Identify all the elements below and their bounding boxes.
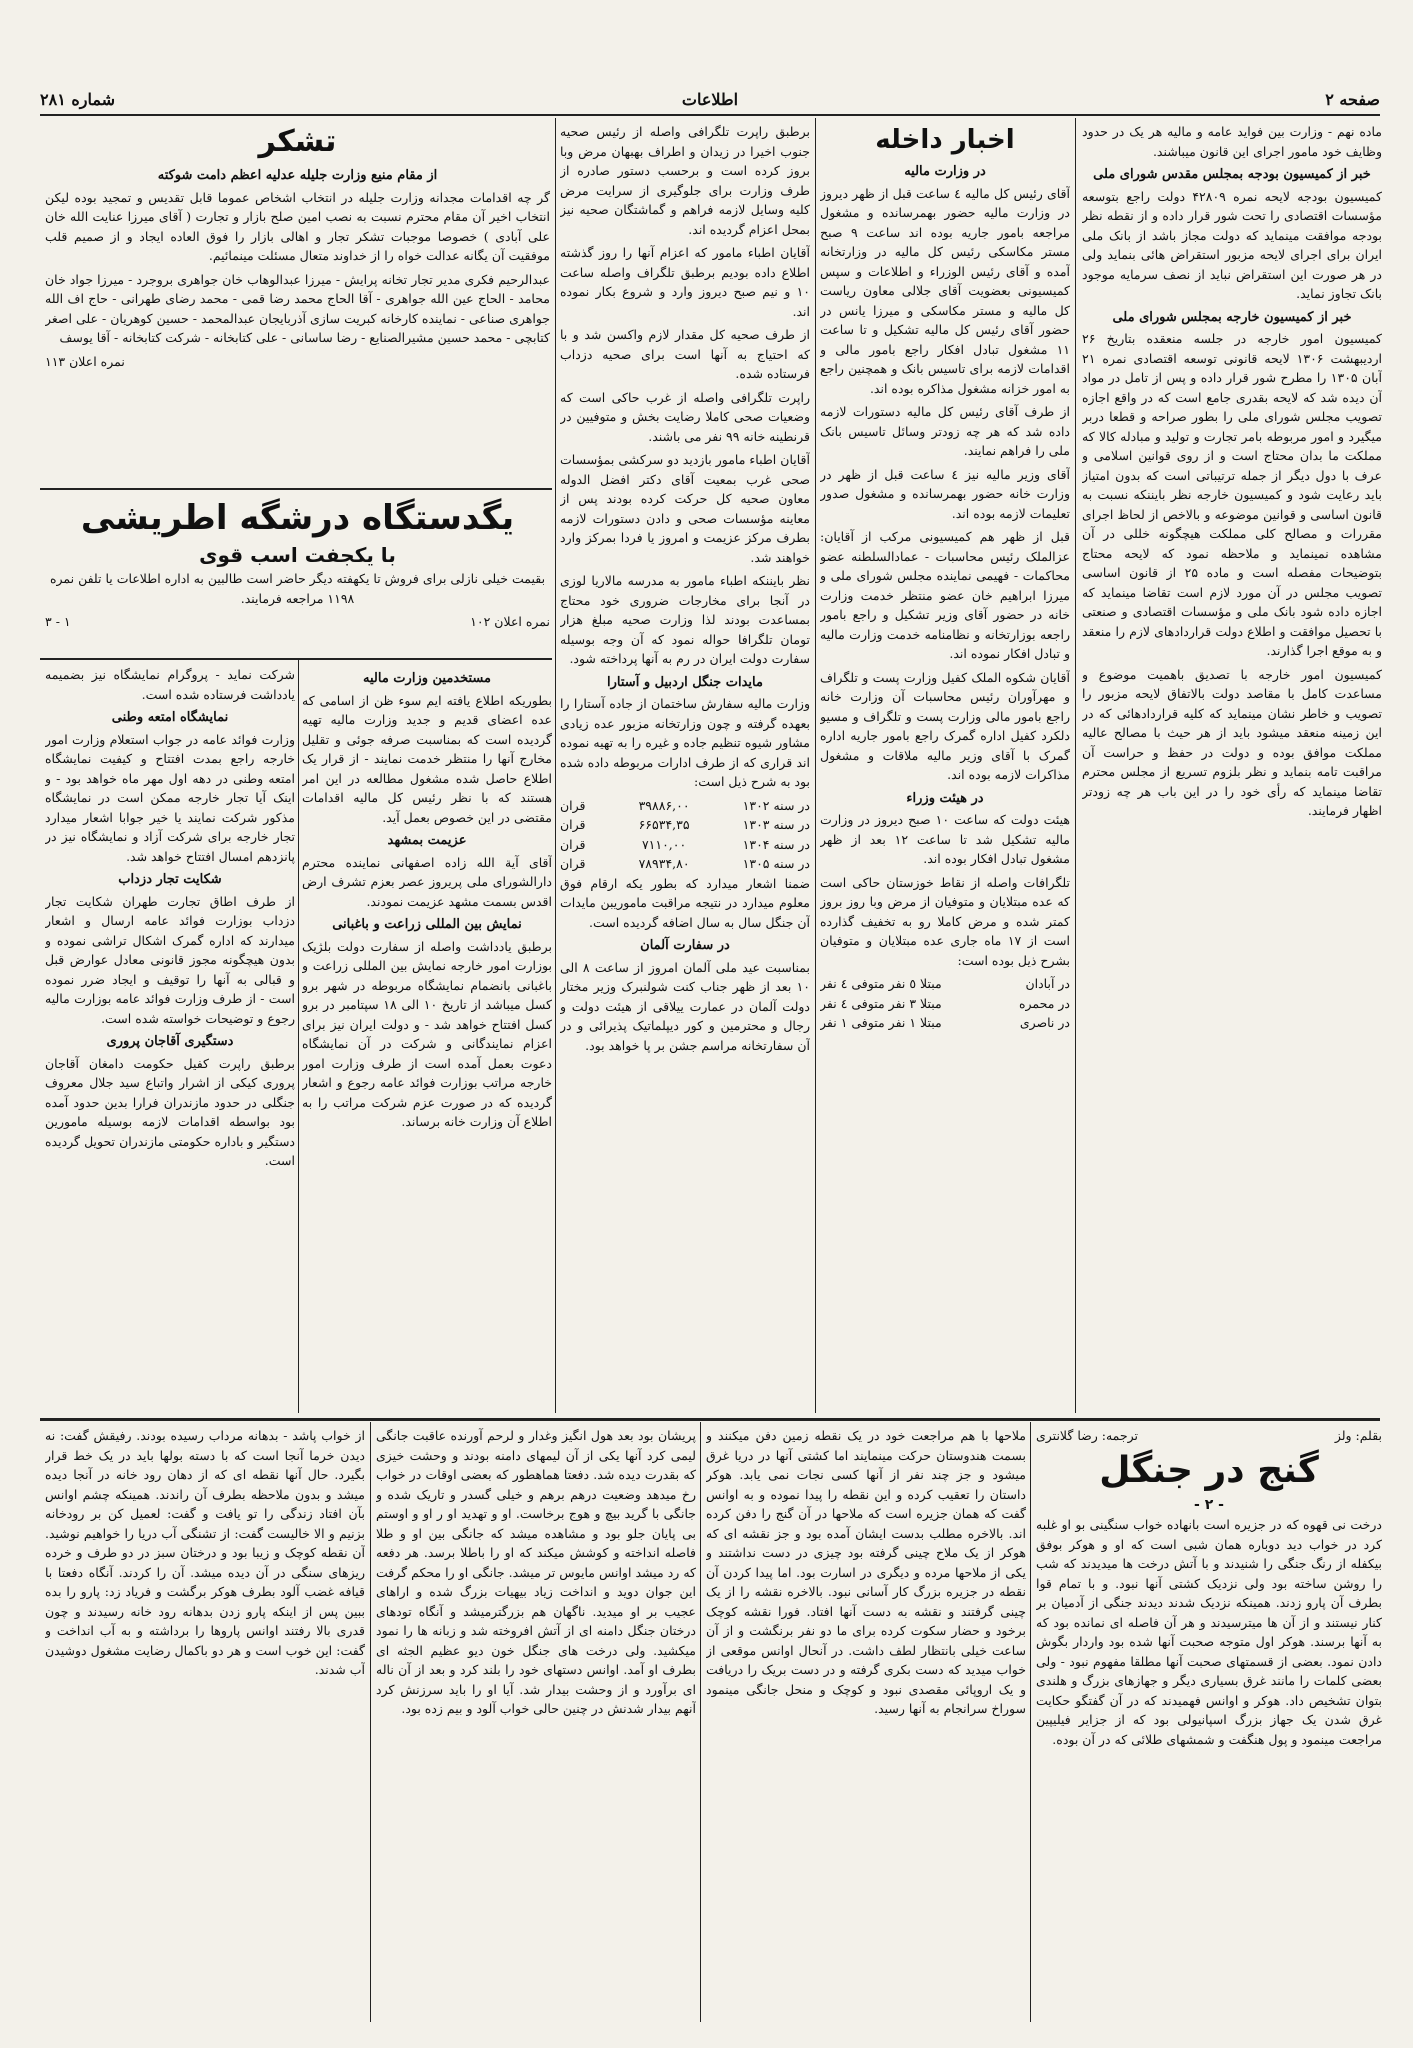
article-paragraph: برطبق راپرت کفیل حکومت دامغان آقاجان پروری کیکی از اشرار واتباع سید جلال معروف جنگلی در حدود مازندران فرارا بدین حدود آمده بود بواسطه اقدامات لازمه بوسیله مامورین دستگیر و باداره حکومتی مازندران تحویل گردیده است. bbox=[45, 1055, 295, 1168]
notice-body: گر چه اقدامات مجدانه وزارت جلیله در انتخاب اشخاص عموما قابل تقدیس و تمجید بوده لیکن انتخاب اخیر آن مقام محترم نسبت به نصب امین صلح بازار و تجارت ( آقای میرزا عنایت الله خان علی آبادی ) خصوصا موجبات تشکر تجار و اهالی بازار را فوق العاده ایجاد و از صمیم قلب موفقیت آن یگانه عدالت خواه را از خداوند متعال مسئلت مینمائیم. bbox=[45, 189, 550, 263]
page-number: صفحه ۲ bbox=[1325, 90, 1380, 109]
column-finance-staff bbox=[302, 665, 552, 1410]
notice-number: نمره اعلان ۱۱۳ bbox=[45, 353, 125, 369]
article-paragraph: از طرف اطاق تجارت طهران شکایت تجار دزداب بوزارت فوائد عامه ارسال و اشعار میدارند که اداره گمرک اشکال تراشی نموده و بدون هیچگونه مجوز قانونی معادل عوارض قبل و قبالی به آنها را توقیف و ایجاد ضرر نموده است - از طرف وزارت فوائد عامه بوزارت مالیه رجوع و توضیحات خواسته شده است. bbox=[45, 893, 295, 1026]
article-paragraph: راپرت تلگرافی واصله از غرب حاکی است که وضعیات صحی کاملا رضایت بخش و متوفیین در قرنطینه خانه ۹۹ نفر می باشند. bbox=[560, 389, 810, 444]
article-paragraph: آقای رئیس کل مالیه ٤ ساعت قبل از ظهر دیروز در وزارت مالیه حضور بهمرسانده و مشغول مراجعه بامور جاریه بوده اند ساعت ۹ صبح مستر مکاسکی رئیس کل مالیه در وزارتخانه آمده و آقای رئیس الوزراء و اطلاعات و سپس کمیسیونی بعضویت آقای جلالی معاون ریاست کل مالیه و مستر مکاسکی و میرزا یانس در حضور آقای رئیس کل مالیه تشکیل و تا ساعت ۱۱ مشغول تبادل افکار راجع بامور مالی و اقدامات لازمه برای تاسیس بانک و همچنین راجع به امور خزانه مشغول مذاکره بوده اند. bbox=[820, 185, 1070, 396]
ad-bottom-rule bbox=[40, 658, 552, 660]
article-paragraph: نظر بایننکه اطباء مامور به مدرسه مالاریا لوزی در آنجا برای مخارجات ضروری خود محتاج بمساعدت بودند لذا وزارت صحیه مبلغ هزار تومان تلگرافا حواله نمود که آن وجه بوسیله سفارت دولت ایران در رم به آنها پرداخته شود. bbox=[560, 573, 810, 666]
article-heading: شکایت تجار دزداب bbox=[118, 872, 222, 887]
article-heading: در وزارت مالیه bbox=[904, 164, 986, 179]
story-author: بقلم: ولز bbox=[1334, 1428, 1382, 1443]
article-heading: مایدات جنگل اردبیل و آستارا bbox=[607, 674, 763, 690]
article-paragraph: آقای وزیر مالیه نیز ٤ ساعت قبل از ظهر در وزارت خانه حضور بهمرسانده و مشغول صدور تعلیمات لازمه بوده اند. bbox=[820, 466, 1070, 521]
story-text: پریشان بود بعد هول انگیز وغدار و لرحم آورنده عاقبت جانگی لیمی کرد آنها یکی از آن لیمهای دامنه بودند و وحشت خیزی که بقدرت دیده شد. دفعتا هماهطور که بعضی اوقات در خواب رخ میدهد وضعیت درهم برهم و خیلی گسدر و تاریک شده و جانگی با گرید بیچ و هوج برخاست. او و تهدید او ر او و اوستم بی پایان جلو بود و مشاهده میشد که جانگی بین او و طلا فاصله انداخته و کوشش میکند که او را باطلا برسد. هر دفعه که رد میشد اوانس مایوس تر میشد. جانگی او را محکم گرفت این جوان دوید و انداخت زیاد بیهیات بزرگ شده و اراهای عجیب بر او میدید. ناگهان هم بزرگترمیشد و آنگاه تودهای درختان جنگل دامنه ای از آتش افروخته شد و زبانه ها را نمود میکشید. ولی درخت های جنگل خون دیو عظیم الجثه ای بطرف او آمد. اوانس دستهای خود را بلند کرد و بعد از آن ناله ای برآورد و از وحشت بیدار شد. آیا او را باید سرزنش کرد آنهم بیدار شدنش در چنین حالی خواب آلود و بیم زده بود. bbox=[376, 1428, 696, 1716]
story-divider-3 bbox=[370, 1422, 371, 2022]
article-paragraph: کمیسیون امور خارجه با تصدیق باهمیت موضوع و مساعدت کامل با مقاصد دولت بالاتفاق لایحه مزبور را تصویب و خاطر نشان مینماید که کلیه قراردادهائی که در این زمینه منعقد میشود باید از هر حیث با مصالح عالیه مملکت موافق بوده و دولت در حفظ و حراست آن مراقبت تامه بنماید و نظر بلزوم تسریع از مجلس محترم تقاضا مینماید که رأی خود را در این باب هر چه زودتر اظهار فرمایند. bbox=[1082, 666, 1382, 818]
article-heading: مستخدمین وزارت مالیه bbox=[363, 671, 491, 686]
ad-title: یگدستگاه درشگه اطریشی bbox=[80, 498, 515, 538]
section-title: اخبار داخله bbox=[875, 125, 1015, 155]
story-text: ملاحها با هم مراجعت خود در یک نقطه زمین دفن میکنند و بسمت هندوستان حرکت مینمایند اما کشتی آنها در دریا غرق میشود و جز چند نفر از آنها کسی نجات نمی یابد. هوکر داستان را تعقیب کرده و این نقطه را پیدا نموده و به اوانس گفت که همان جزیره است که ملاحها در آن گنج را دفن کرده اند. بالاخره مطلب بدست ایشان آمده بود و جز نقشه ای که هوکر از یک ملاح چینی گرفته بود چیزی در دست نداشتند و یکی از ملاحها مرده و دیگری در اسارت بود. اما پیدا کردن آن نقطه در جزیره بزرگ کار آسانی نبود. بالاخره نقشه را از یک چینی گرفتند و نقشه به دست آنها افتاد. فورا نقشه کوچک برخود و حضار سکوت کرده برای ما دو نفر برنگشت و از آن ساعت خیلی بانتظار لطف داشت. در آنحال اوانس موقعی از خواب میدید که دست بکری گرفته و در دست بریک را دریافت و یک اروپائی مقصدی نبود و کوچک و منحل جانگی مینمود سوراخ سرانجام به آنها رسید. bbox=[706, 1428, 1026, 1716]
story-text: از خواب پاشد - بدهانه مرداب رسیده بودند. رفیقش گفت: نه دیدن خرما آنجا است که با دسته بولها باید در یک خط قرار بگیرد. حال آنها نقطه ای که از دهان رود خانه در آنجا دیده میشد و بدون ملاحظه بطرف آن راندند. همینکه چشم اوانس بآن افتاد زندگی را تو یافت و گفت: لعمیل کن بر رودخانه بزنیم و الا خالیست گفت: از تشنگی آب دریا را خواهیم نوشید. آن نقطه کوچک و زیبا بود و درختان سبز در دو طرف و خرده ریزهای سنگی در آن دیده میشد. آن را کردند. آنگاه دفعتا با قیافه غضب آلود بطرف هوکر برگشت و فریاد زد: پارو را بده ببین پس از اینکه پارو زدن بدهانه رود خانه رسیدند و چون قدری بالا رفتند اوانس پاروها را برداشته و به آب انداخت و گفت: این خوب است و هر دو باکمال رضایت مشغول دوشیدن آب شدند. bbox=[45, 1428, 365, 1677]
revenue-row: در سنه ۱۳۰۳ ۶۶۵۳۴,۳۵ قران bbox=[560, 817, 810, 832]
story-part: - ۲ - bbox=[1194, 1496, 1224, 1513]
article-paragraph: برطبق یادداشت واصله از سفارت دولت بلژیک بوزارت امور خارجه نمایش بین المللی زراعت و باغبانی بانضمام نمایشگاه مربوطه در شهر برو کسل میباشد از تاریخ ۱۰ الی ۱۸ سپتامبر در برو کسل افتتاح خواهد شد - و دولت ایران نیز برای اعزام نمایندگانی و شرکت در آن نمایشگاه دعوت بعمل آمده است از طرف وزارت امور خارجه مراتب بوزارت فوائد عامه رجوع و اشعار گردیده که در صورت عزم شرکت مراتب را به اطلاع آن وزارت خانه برساند. bbox=[302, 938, 552, 1129]
stat-row: در ناصری مبتلا ۱ نفر متوفی ۱ نفر bbox=[820, 1015, 1070, 1030]
article-paragraph: هیئت دولت که ساعت ۱۰ صبح دیروز در وزارت مالیه تشکیل شد تا ساعت ۱۲ بعد از ظهر مشغول تبادل افکار بوده اند. bbox=[820, 812, 1070, 866]
article-paragraph: آقای آیة الله زاده اصفهانی نماینده محترم دارالشورای ملی پریروز عصر بعزم تشرف ارض اقدس بسمت مشهد عزیمت نمودند. bbox=[302, 854, 552, 909]
story-divider-1 bbox=[1030, 1422, 1031, 2022]
story-translator: ترجمه: رضا گلانتری bbox=[1036, 1428, 1138, 1443]
column-exhibition bbox=[45, 665, 295, 1410]
story-text: درخت نی قهوه که در جزیره است بانهاده خواب سنگینی بو او غلبه کرد در خواب دید دوباره همان شبی است که او و هوکر بوفق بیکفله از رنگ جنگی را شنیدند و با آتش درخت ها میدیدند که شب را روشن ساخته بود ولی نزدیک کشتی آنها نبود. و با تمام قوا بطرف آن پارو زدند. همینکه نزدیک شدند دیدند جنگی از آدمیان بر کنار نیستند و از آن ها میترسیدند و هر آن فاصله ای نمانده بود که به آنها برسند. هوکر اول متوجه صحبت آنها شده بود واردار بگوش دادن نمود. بعضی از قسمتهای صحبت آنها مطلقا مفهوم نبود - ولی بعضی کلمات را مانند غرق بسیاری دیگر و جهازهای بزرگ و هلندی بتوان تشخیص داد. هوکر و اوانس فهمیدند که در آن گفتگو حکایت غرق شدن یک جهاز بزرگ اسپانیولی بود که از جزایر فیلیپین مراجعت مینمود و پول هنگفت و شمشهای طلائی که در آن بوده. bbox=[1036, 1517, 1382, 1747]
thanks-ad-rule bbox=[40, 488, 552, 490]
col-divider-4 bbox=[298, 660, 299, 1413]
revenue-row: در سنه ۱۳۰۵ ۷۸۹۳۴,۸۰ قران bbox=[560, 856, 810, 871]
story-column-4 bbox=[45, 1426, 365, 2021]
carriage-advertisement bbox=[45, 495, 550, 655]
header-rule bbox=[40, 114, 1380, 116]
ad-serial: ۱ - ۳ bbox=[45, 614, 71, 629]
ad-body: بقیمت خیلی نازلی برای فروش تا یکهفته دیگر حاضر است طالبین به اداره اطلاعات یا تلفن نمره ۱۱۹۸ مراجعه فرمایند. bbox=[49, 571, 546, 606]
article-paragraph: وزارت مالیه سفارش ساختمان از جاده آستارا را بعهده گرفته و چون وزارتخانه مزبور عده زیادی مشاور شیوه تنظیم جاده و غیره را به تهیه نموده اند قراری که از طرف ادارات مربوطه داده شده بود به شرح ذیل است: bbox=[560, 696, 810, 789]
revenue-row: در سنه ۱۳۰۲ ۳۹۸۸۶,۰۰ قران bbox=[560, 797, 810, 813]
story-column-2 bbox=[706, 1426, 1026, 2021]
story-divider-2 bbox=[700, 1422, 701, 2022]
article-heading: نمایش بین المللی زراعت و باغبانی bbox=[332, 917, 522, 932]
col-divider-1 bbox=[1075, 118, 1076, 1413]
article-paragraph: تلگرافات واصله از نقاط خوزستان حاکی است که عده مبتلایان و متوفیان از مرض وبا روز بروز کمتر شده و مرض کاملا رو به تخفیف گذارده است از ۱۷ ماه جاری عده مبتلایان و متوفیان بشرح ذیل بوده است: bbox=[820, 874, 1070, 968]
article-paragraph: برطبق راپرت تلگرافی واصله از رئیس صحیه جنوب اخیرا در زیدان و اطراف بهبهان مرض وبا بروز کرده است و برحسب دستور صادره از طرف وزارت برای جلوگیری از سرایت مرض کلیه وسایل لازمه فراهم و گماشتگان صحیه نیز بمحل اعزام گردیده اند. bbox=[560, 124, 810, 237]
article-paragraph: قبل از ظهر هم کمیسیونی مرکب از آقایان: عزالملک رئیس محاسبات - عمادالسلطنه عضو محاکمات - فهیمی نماینده مجلس شورای ملی و میرزا ابراهیم خان عضو منتظر خدمت وزارت خانه در حضور آقای وزیر تشکیل و راجع بامور راجعه بوزارتخانه و نظامنامه خدمت وزارت مالیه و تبادل افکار نموده اند. bbox=[820, 529, 1070, 661]
article-paragraph: بطوریکه اطلاع یافته ایم سوء ظن از اسامی که عده اعضای قدیم و جدید وزارت مالیه تهیه گردیده است که بمناسبت صرفه جوئی و تقلیل مخارج آنها را منتظر خدمت نمایند - از قرار یک اطلاع حاصل شده مشغول مطالعه در این امر هستند که با نظر رئیس کل مالیه اقدامات مقتضی در این خصوص بعمل آید. bbox=[302, 692, 552, 825]
column-health-news bbox=[560, 122, 810, 1412]
page-header bbox=[40, 90, 1380, 112]
story-top-rule bbox=[40, 1418, 1380, 1421]
article-paragraph: شرکت نماید - پروگرام نمایشگاه نیز بضمیمه یادداشت فرستاده شده است. bbox=[45, 667, 295, 702]
col-divider-3 bbox=[555, 118, 556, 1413]
article-heading: در هیئت وزراء bbox=[906, 790, 984, 806]
notice-signatories: عبدالرحیم فکری مدیر تجار تخانه پرایش - میرزا عبدالوهاب خان جواهری بروجرد - میرزا جواد خان محامد - الحاج عین الله جواهری - آقا الحاج محمد رضا قمی - محمد رضای طهرانی - حاج اف الله جواهری صناعی - نماینده کارخانه کبریت سازی آذربایجان عبدالمحمد - حسین کوهریان - علی اصغر کتابچی - محمد حسین مشیرالصنایع - رضا ساسانی - علی کتابخانه - شرکت کتابخانه - آقا یوسف bbox=[45, 271, 550, 345]
article-heading: در سفارت آلمان bbox=[640, 938, 730, 953]
ad-number: نمره اعلان ۱۰۲ bbox=[470, 614, 550, 629]
stat-row: در آبادان مبتلا ٥ نفر متوفی ٤ نفر bbox=[820, 976, 1070, 991]
story-column-3 bbox=[376, 1426, 696, 2021]
article-heading: خبر از کمیسیون بودجه بمجلس مقدس شورای ملی bbox=[1093, 167, 1371, 182]
story-title: گنج در جنگل bbox=[1099, 1449, 1319, 1491]
col-divider-2 bbox=[815, 118, 816, 1413]
article-paragraph: از طرف آقای رئیس کل مالیه دستورات لازمه داده شد که هر چه زودتر وسائل تاسیس بانک ملی را فراهم نمایند. bbox=[820, 404, 1070, 458]
stat-row: در محمره مبتلا ۳ نفر متوفی ٤ نفر bbox=[820, 995, 1070, 1011]
article-paragraph: از طرف صحیه کل مقدار لازم واکسن شد و با که احتیاج به آنها است برای صحیه دزداب فرستاده شده. bbox=[560, 327, 810, 381]
ad-footer bbox=[45, 612, 550, 632]
thanks-notice bbox=[45, 122, 550, 484]
article-heading: عزیمت بمشهد bbox=[387, 833, 467, 848]
column-budget-news bbox=[1082, 122, 1382, 1412]
article-heading: نمایشگاه امتعه وطنی bbox=[111, 710, 229, 725]
article-heading: دستگیری آقاجان پروری bbox=[106, 1034, 234, 1049]
notice-title: تشکر bbox=[258, 124, 337, 159]
notice-addressee: از مقام منیع وزارت جلیله عدلیه اعظم دامت شوکته bbox=[157, 168, 438, 183]
article-paragraph: بمناسبت عید ملی آلمان امروز از ساعت ۸ الی ۱۰ بعد از ظهر جناب کنت شولنبرک وزیر مختار دولت آلمان در عمارت ییلاقی از هیئت دولت و رجال و محترمین و کور دیپلماتیک پذیرائی و در آن سفارتخانه مراسم جشن بر پا خواهد بود. bbox=[560, 959, 810, 1053]
article-paragraph: آقایان اطباء مامور بازدید دو سرکشی بمؤسسات صحی غرب بمعیت آقای دکتر افضل الدوله معاون صحیه کل حرکت کرده بودند پس از معاینه مؤسسات صحی و دادن دستورات لازمه بطرف مرکز عزیمت و امروز یا فردا بمرکز وارد خواهند شد. bbox=[560, 452, 810, 565]
masthead-title: اطلاعات bbox=[681, 90, 739, 109]
article-paragraph: ماده نهم - وزارت بین فواید عامه و مالیه هر یک در حدود وظایف خود مامور اجرای این قانون میباشند. bbox=[1082, 124, 1382, 159]
article-heading: خبر از کمیسیون خارجه بمجلس شورای ملی bbox=[1112, 309, 1352, 325]
article-paragraph: آقایان اطباء مامور که اعزام آنها را روز گذشته اطلاع داده بودیم برطبق تلگراف واصله ساعت ۱۰ و نیم صبح دیروز وارد و شروع بکار نموده اند. bbox=[560, 245, 810, 319]
column-domestic-news bbox=[820, 122, 1070, 1412]
article-paragraph: آقایان شکوه الملک کفیل وزارت پست و تلگراف و مهرآوران رئیس محاسبات آن وزارت خانه راجع بامور مالی وزارت پست و تلگراف و مسیو دلکرد کفیل اداره گمرک راجع بامور جاریه اداره گمرک با آقای وزیر مالیه ملاقات و مشغول مذاکرات لازمه بوده اند. bbox=[820, 669, 1070, 782]
ad-subtitle: با یکجفت اسب قوی bbox=[199, 543, 396, 567]
article-paragraph: ضمنا اشعار میدارد که بطور یکه ارقام فوق معلوم میدارد در نتیجه مراقبت ماموریبن مایدات آن جنگل سال به سال اضافه گردیده است. bbox=[560, 875, 810, 930]
story-column-1 bbox=[1036, 1426, 1382, 2021]
article-paragraph: کمیسیون بودجه لایحه نمره ۴۲۸۰۹ دولت راجع بتوسعه مؤسسات اقتصادی را تحت شور قرار داده و از نقطه نظر بودجه موافقت مینماید که دولت مجاز باشد از بانک ملی ایران برای اجرای لایحه مزبور استقراض هائی بنماید ولی در هر صورت این استقراض نباید از نصف سرمایه موجود بانک تجاوز نماید. bbox=[1082, 188, 1382, 301]
article-paragraph: وزارت فوائد عامه در جواب استعلام وزارت امور خارجه راجع بمدت افتتاح و کیفیت نمایشگاه امتعه وطنی در دهه اول مهر ماه خواهد بود - و اینک آیا تجار خارجه ممکن است در نمایشگاه مذکور شرکت نمایند یا خیر جوابا اشعار میدارد تجار خارجه برای شرکت آزاد و نمایشگاه نیز در پانزدهم امسال افتتاح خواهد شد. bbox=[45, 731, 295, 864]
revenue-row: در سنه ۱۳۰۴ ۷۱۱۰,۰۰ قران bbox=[560, 836, 810, 852]
issue-number: شماره ۲۸۱ bbox=[40, 90, 115, 109]
article-paragraph: کمیسیون امور خارجه در جلسه منعقده بتاریخ ۲۶ اردیبهشت ۱۳۰۶ لایحه قانونی توسعه اقتصادی نمره ۲۱ آبان ۱۳۰۵ را مطرح شور قرار داده و پس از تامل در مواد آن دیده شد که لایحه بقدری جامع است که در واقع اجازه تصویب مجلس شورای ملی را بطور صراحه و قطعا دربر میگیرد و امور مربوطه بامر تجارت و تولید و مبادله کالا که مملکت ما بدان محتاج است و از روی قوانین اسلامی و عرف با دول دیگر از جمله ترتیباتی است که بدون امتیاز باید رعایت شود و کمیسیون خارجه نظر بایننکه نسبت به قانون اساسی و قوانین موضوعه و بالاخص از لحاظ اجرای مقررات و مصالح کلی مملکت هیچگونه خللی در آن مشاهده نمینماید و ملاحظه نمود که لایحه محتاج بتوضیحات مفصله است و ماده ۲۵ از قانون اساسی تصویب مجلس در آن مورد لازم است تقاضا مینماید که اجازه داده شود بانک ملی و مؤسسات اقتصادی و صنعتی با تحصیل موافقت و اطلاع دولت قراردادهای لازم را منعقد و به موقع اجرا گذارند. bbox=[1082, 331, 1382, 658]
story-credits bbox=[1036, 1426, 1382, 1446]
